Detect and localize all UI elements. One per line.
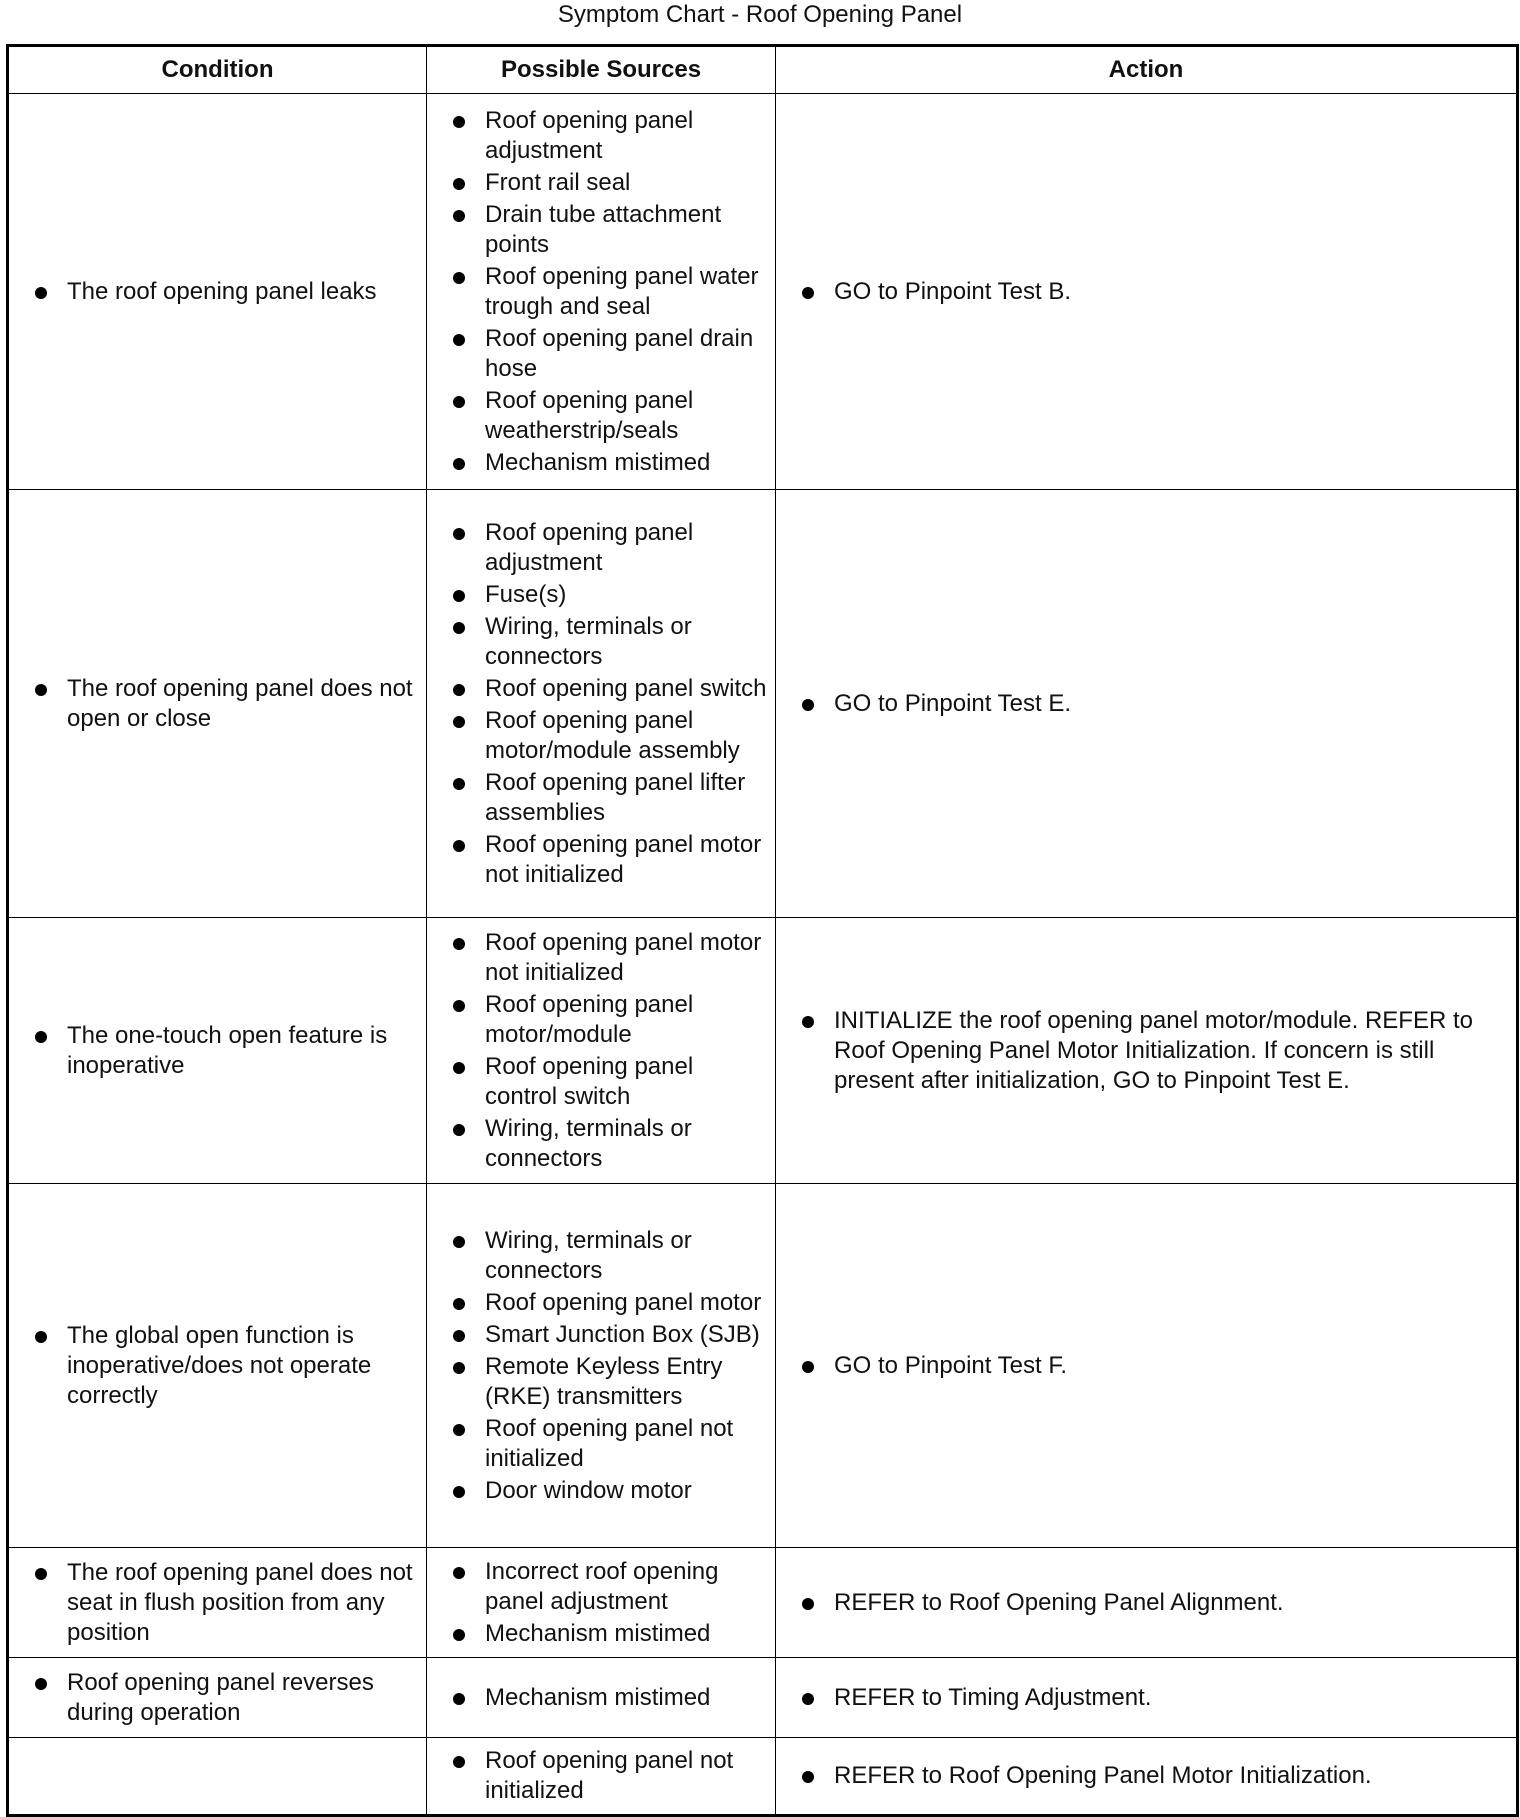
source-item: Roof opening panel not initialized [427, 1746, 775, 1806]
header-action: Action [776, 46, 1518, 94]
source-item: Smart Junction Box (SJB) [427, 1320, 775, 1350]
source-item: Roof opening panel motor [427, 1288, 775, 1318]
header-row [8, 46, 1518, 94]
condition-text: The roof opening panel does not open or close [9, 674, 426, 734]
action-cell [776, 1658, 1518, 1738]
condition-cell [8, 1548, 427, 1658]
table-row [8, 1184, 1518, 1548]
source-item: Remote Keyless Entry (RKE) transmitters [427, 1352, 775, 1412]
source-item: Roof opening panel motor not initialized [427, 928, 775, 988]
table-row [8, 918, 1518, 1184]
condition-cell [8, 918, 427, 1184]
source-item: Roof opening panel weatherstrip/seals [427, 386, 775, 446]
source-item: Door window motor [427, 1476, 775, 1506]
action-text: GO to Pinpoint Test F. [776, 1351, 1516, 1381]
condition-text: The global open function is inoperative/does not operate correctly [9, 1321, 426, 1411]
source-item: Front rail seal [427, 168, 775, 198]
source-item: Incorrect roof opening panel adjustment [427, 1557, 775, 1617]
condition-cell [8, 1738, 427, 1816]
source-item: Mechanism mistimed [427, 1619, 775, 1649]
table-row [8, 490, 1518, 918]
table-row [8, 1658, 1518, 1738]
table-row [8, 1738, 1518, 1816]
source-item: Wiring, terminals or connectors [427, 612, 775, 672]
symptom-table [6, 44, 1519, 1817]
source-item: Roof opening panel switch [427, 674, 775, 704]
condition-text: Roof opening panel reverses during operation [9, 1668, 426, 1728]
condition-text: The roof opening panel leaks [9, 277, 426, 307]
source-item: Roof opening panel control switch [427, 1052, 775, 1112]
condition-text: The roof opening panel does not seat in flush position from any position [9, 1558, 426, 1648]
action-text: REFER to Roof Opening Panel Alignment. [776, 1588, 1516, 1618]
table-row [8, 1548, 1518, 1658]
action-text: GO to Pinpoint Test E. [776, 689, 1516, 719]
condition-cell [8, 94, 427, 490]
condition-text: The one-touch open feature is inoperative [9, 1021, 426, 1081]
sources-cell [427, 94, 776, 490]
source-item: Roof opening panel not initialized [427, 1414, 775, 1474]
sources-cell [427, 1658, 776, 1738]
action-text: REFER to Timing Adjustment. [776, 1683, 1516, 1713]
source-item: Wiring, terminals or connectors [427, 1226, 775, 1286]
condition-cell [8, 1184, 427, 1548]
source-item: Wiring, terminals or connectors [427, 1114, 775, 1174]
source-item: Roof opening panel lifter assemblies [427, 768, 775, 828]
sources-cell [427, 1548, 776, 1658]
sources-cell [427, 918, 776, 1184]
action-cell [776, 1184, 1518, 1548]
header-condition: Condition [8, 46, 427, 94]
action-text: GO to Pinpoint Test B. [776, 277, 1516, 307]
action-cell [776, 1548, 1518, 1658]
source-item: Drain tube attachment points [427, 200, 775, 260]
action-cell [776, 1738, 1518, 1816]
sources-cell [427, 1184, 776, 1548]
source-item: Roof opening panel water trough and seal [427, 262, 775, 322]
chart-title: Symptom Chart - Roof Opening Panel [557, 1, 963, 28]
condition-cell [8, 1658, 427, 1738]
condition-cell [8, 490, 427, 918]
action-cell [776, 918, 1518, 1184]
table-row [8, 94, 1518, 490]
source-item: Roof opening panel adjustment [427, 518, 775, 578]
sources-cell [427, 1738, 776, 1816]
source-item: Mechanism mistimed [427, 448, 775, 478]
action-cell [776, 94, 1518, 490]
source-item: Roof opening panel motor/module [427, 990, 775, 1050]
source-item: Roof opening panel motor/module assembly [427, 706, 775, 766]
header-possible-sources: Possible Sources [427, 46, 776, 94]
source-item: Fuse(s) [427, 580, 775, 610]
source-item: Mechanism mistimed [427, 1683, 775, 1713]
action-cell [776, 490, 1518, 918]
action-text: REFER to Roof Opening Panel Motor Initialization. [776, 1761, 1516, 1791]
action-text: INITIALIZE the roof opening panel motor/module. REFER to Roof Opening Panel Motor Initialization. If concern is still present after initialization, GO to Pinpoint Test E. [776, 1006, 1516, 1096]
source-item: Roof opening panel drain hose [427, 324, 775, 384]
sources-cell [427, 490, 776, 918]
source-item: Roof opening panel motor not initialized [427, 830, 775, 890]
source-item: Roof opening panel adjustment [427, 106, 775, 166]
